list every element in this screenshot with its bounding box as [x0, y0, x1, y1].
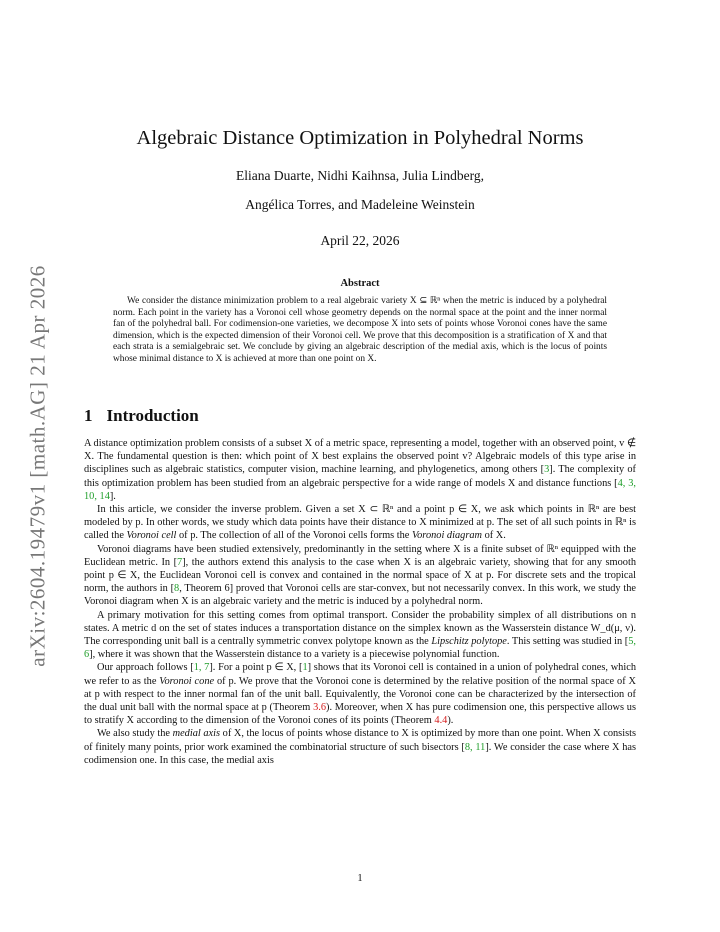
text-run: ).	[447, 715, 454, 727]
text-run: ], where it was shown that the Wasserstein distance to a variety is a piecewise polynomial function.	[89, 649, 500, 661]
text-run: ]. The complexity of this optimization problem has been studied from an algebraic perspective for a wide range of models X and distance functions [	[84, 464, 636, 489]
abstract-text: We consider the distance minimization problem to a real algebraic variety X ⊆ ℝⁿ when the metric is induced by a polyhedral norm. Each point in the variety has a Voronoi cell whose geometry depends on the normal space at the point and the inner normal fan of the polyhedral ball. For codimension-one varieties, we decompose X into sets of points whose Voronoi cones have the same dimension, which is the expected dimension of their Voronoi cell. We prove that this decomposition is a stratification of X and that each strata is a semialgebraic set. We conclude by giving an algebraic description of the medial axis, which is the locus of points whose minimal distance to X is achieved at more than one point on X.	[113, 296, 607, 364]
section-number: 1	[84, 406, 93, 425]
paper-date: April 22, 2026	[320, 233, 400, 248]
text-run: of p. We prove that the Voronoi cone is determined by the relative position of the normal space of X at p with respect to the inner normal fan of the unit ball. Equivalently, the Voronoi cone can be characterized by the intersection of the dual unit ball with the normal space at p (Theorem	[84, 675, 636, 714]
emphasis: medial axis	[172, 728, 221, 740]
emphasis: Voronoi cell	[126, 530, 177, 542]
paragraph-1	[84, 437, 636, 503]
theorem-link[interactable]: 3.6	[313, 702, 327, 714]
paragraph-4	[84, 609, 636, 662]
text-run: Our approach follows [	[97, 662, 194, 674]
authors-line-1: Eliana Duarte, Nidhi Kaihnsa, Julia Lindberg,	[236, 168, 484, 183]
authors-line-2: Angélica Torres, and Madeleine Weinstein	[245, 197, 475, 212]
citation-link[interactable]: 8, 11	[464, 741, 486, 753]
citation-link[interactable]: 1	[302, 662, 308, 674]
citation-link[interactable]: 8	[174, 583, 180, 595]
text-run: We also study the	[97, 728, 173, 740]
paragraph-6	[84, 727, 636, 767]
theorem-link[interactable]: 4.4	[434, 715, 448, 727]
introduction-body	[84, 437, 636, 767]
citation-link[interactable]: 3	[544, 464, 550, 476]
text-run: In this article, we consider the inverse problem. Given a set X ⊂ ℝⁿ and a point p ∈ X, we ask which points in ℝⁿ are best modeled by p. In other words, we study which data points have their distance to X minimized at p. The set of all such points in ℝⁿ is called the	[84, 504, 636, 542]
text-run: ]. For a point p ∈ X, [	[209, 662, 303, 674]
page-number: 1	[357, 873, 363, 884]
text-run: ). Moreover, when X has pure codimension one, this perspective allows us to stratify X according to the dimension of the Voronoi cones of its points (Theorem	[84, 702, 636, 727]
text-run: ], the authors extend this analysis to the case when X is an algebraic variety, showing that for any smooth point p ∈ X, the Euclidean Voronoi cell is convex and contained in the normal space of X at p. For discrete sets and the tropical norm, the authors in [	[84, 556, 636, 595]
citation-link[interactable]: 4, 3, 10, 14	[84, 477, 636, 502]
paragraph-2	[84, 503, 636, 543]
text-run: ]. We consider the case where X has codimension one. In this case, the medial axis	[84, 741, 636, 766]
arxiv-identifier: arXiv:2604.19479v1 [math.AG] 21 Apr 2026	[25, 265, 50, 667]
text-run: . This setting was studied in [	[506, 636, 629, 648]
text-run: A primary motivation for this setting comes from optimal transport. Consider the probability simplex of all distributions on n states. A metric d on the set of states induces a transportation distance on the simplex known as the Wasserstein distance W_d(μ, ν). The corresponding unit ball is a centrally symmetric convex polytope known as the	[84, 609, 636, 648]
paragraph-5	[84, 661, 636, 727]
text-run: of X.	[482, 530, 506, 542]
citation-link[interactable]: 5, 6	[84, 636, 637, 661]
section-title: Introduction	[106, 406, 199, 425]
emphasis: Voronoi cone	[159, 675, 215, 687]
citation-link[interactable]: 1, 7	[193, 662, 210, 674]
paragraph-3	[84, 543, 636, 609]
text-run: , Theorem 6] proved that Voronoi cells are star-convex, but not necessarily convex. In this work, we study the Voronoi diagram when X is an algebraic variety and the metric is induced by a polyhedral norm.	[84, 583, 637, 608]
section-heading	[84, 406, 199, 426]
emphasis: Lipschitz polytope	[431, 636, 507, 648]
text-run: of X, the locus of points whose distance to X is optimized by more than one point. When X consists of finitely many points, prior work examined the combinatorial structure of such bisectors [	[84, 728, 637, 753]
text-run: A distance optimization problem consists of a subset X of a metric space, representing a model, together with an observed point, v ∉ X. The fundamental question is then: which point of X best explains the observed point v? Algebraic models of this type arise in disciplines such as algebraic statistics, computer vision, machine learning, and phylogenetics, among others [	[84, 438, 636, 476]
text-run: of p. The collection of all of the Voronoi cells forms the	[176, 530, 412, 542]
text-run: ] shows that its Voronoi cell is contained in a union of polyhedral cones, which we refer to as the	[84, 662, 636, 687]
abstract-heading: Abstract	[340, 278, 380, 289]
citation-link[interactable]: 7	[177, 556, 183, 568]
paper-title: Algebraic Distance Optimization in Polyhedral Norms	[136, 127, 584, 149]
text-run: Voronoi diagrams have been studied extensively, predominantly in the setting where X is a finite subset of ℝⁿ equipped with the Euclidean metric. In [	[84, 543, 636, 568]
text-run: ].	[109, 490, 116, 502]
emphasis: Voronoi diagram	[411, 530, 482, 542]
